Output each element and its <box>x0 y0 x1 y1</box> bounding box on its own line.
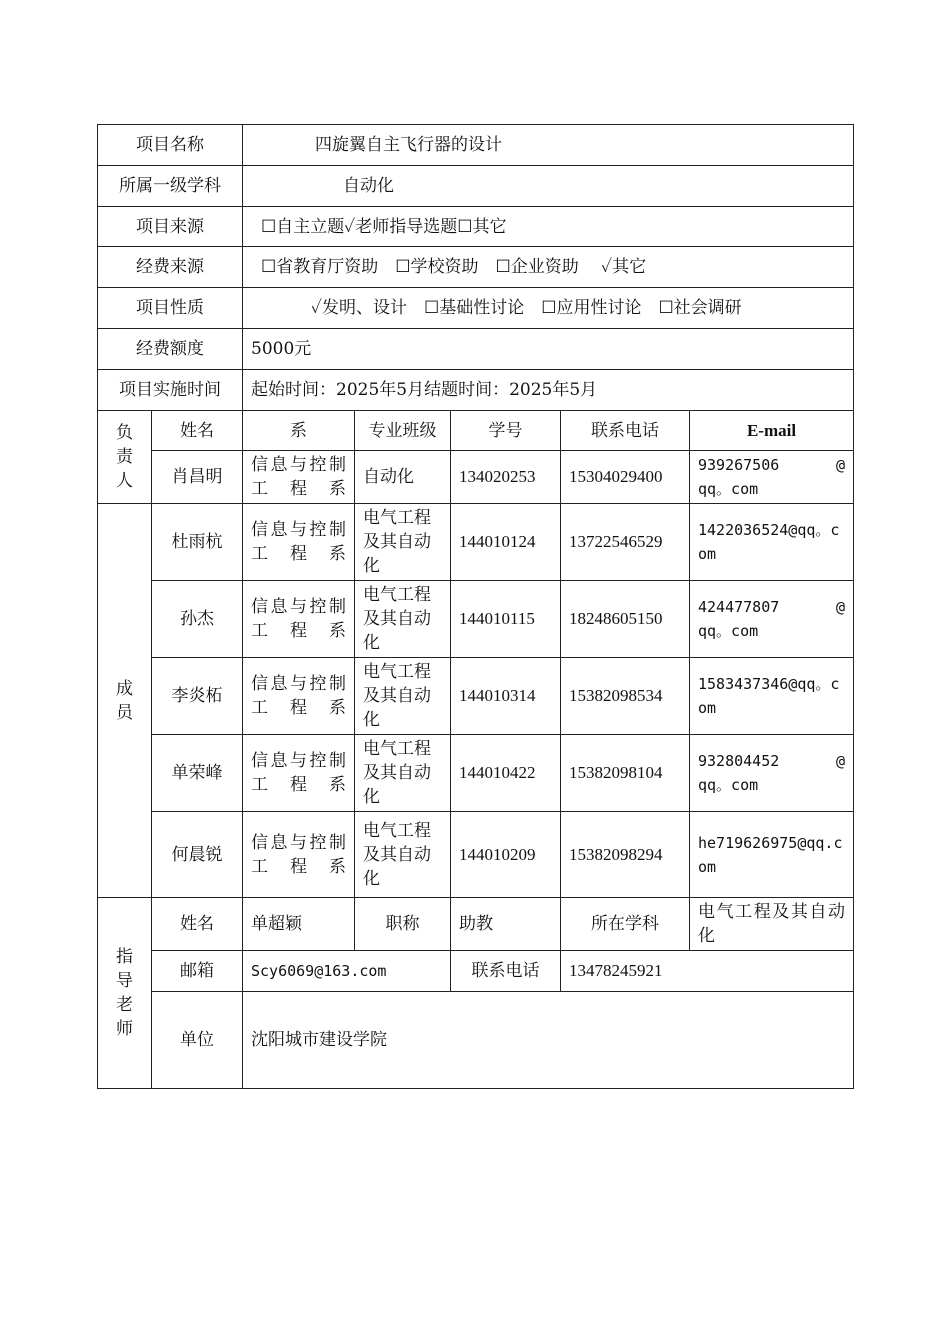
member-major: 电气工程及其自动化 <box>355 812 451 898</box>
leader-email-part: 939267506 <box>698 456 780 474</box>
leader-role-char: 人 <box>116 471 133 491</box>
member-email-part: qq。com <box>698 622 759 640</box>
project-nature-label: 项目性质 <box>98 288 243 329</box>
row-project-source <box>98 207 854 247</box>
row-project-nature <box>98 288 854 329</box>
header-major-class: 专业班级 <box>355 411 451 451</box>
leader-email <box>690 451 854 504</box>
advisor-title-label: 职称 <box>355 898 451 951</box>
header-student-id: 学号 <box>451 411 561 451</box>
advisor-name-label: 姓名 <box>152 898 243 951</box>
member-row <box>98 812 854 898</box>
advisor-title-value: 助教 <box>451 898 561 951</box>
member-email-part: @ <box>836 598 846 616</box>
funding-source-value: ☐省教育厅资助 ☐学校资助 ☐企业资助 ✓其它 <box>243 247 854 288</box>
leader-email-part: @ <box>836 456 846 474</box>
member-row <box>98 735 854 812</box>
header-dept: 系 <box>243 411 355 451</box>
member-row <box>98 658 854 735</box>
member-phone: 15382098294 <box>561 812 690 898</box>
member-row <box>98 581 854 658</box>
member-id: 144010124 <box>451 504 561 581</box>
member-phone: 15382098534 <box>561 658 690 735</box>
member-email-part: @ <box>836 752 846 770</box>
member-email: 1422036524@qq。com <box>690 504 854 581</box>
advisor-role-char: 师 <box>116 1019 133 1039</box>
implementation-time-label: 项目实施时间 <box>98 370 243 411</box>
project-name-value: 四旋翼自主飞行器的设计 <box>243 125 854 166</box>
member-dept: 信息与控制工程系 <box>243 812 355 898</box>
advisor-phone-label: 联系电话 <box>451 951 561 992</box>
member-id: 144010115 <box>451 581 561 658</box>
project-name-label: 项目名称 <box>98 125 243 166</box>
member-phone: 15382098104 <box>561 735 690 812</box>
funding-amount-value: 5000元 <box>243 329 854 370</box>
row-implementation-time <box>98 370 854 411</box>
row-funding-source <box>98 247 854 288</box>
member-name: 杜雨杭 <box>152 504 243 581</box>
member-dept: 信息与控制工程系 <box>243 581 355 658</box>
leader-phone: 15304029400 <box>561 451 690 504</box>
row-advisor-name <box>98 898 854 951</box>
member-dept: 信息与控制工程系 <box>243 658 355 735</box>
member-name: 孙杰 <box>152 581 243 658</box>
member-id: 144010422 <box>451 735 561 812</box>
header-name: 姓名 <box>152 411 243 451</box>
advisor-role-label <box>98 898 152 1089</box>
advisor-subject-label: 所在学科 <box>561 898 690 951</box>
project-source-label: 项目来源 <box>98 207 243 247</box>
advisor-email-value: Scy6069@163.com <box>243 951 451 992</box>
row-leader <box>98 451 854 504</box>
member-major: 电气工程及其自动化 <box>355 735 451 812</box>
row-funding-amount <box>98 329 854 370</box>
member-id: 144010314 <box>451 658 561 735</box>
leader-email-part: qq。com <box>698 480 759 498</box>
advisor-subject-value: 电气工程及其自动化 <box>690 898 854 951</box>
member-major: 电气工程及其自动化 <box>355 658 451 735</box>
member-email <box>690 581 854 658</box>
member-email <box>690 735 854 812</box>
member-email-part: qq。com <box>698 776 759 794</box>
project-source-value: ☐自主立题✓老师指导选题☐其它 <box>243 207 854 247</box>
advisor-role-char: 指 <box>116 947 133 967</box>
member-email-part: 424477807 <box>698 598 780 616</box>
row-advisor-unit <box>98 992 854 1089</box>
header-email: E-mail <box>690 411 854 451</box>
advisor-phone-value: 13478245921 <box>561 951 854 992</box>
member-dept: 信息与控制工程系 <box>243 735 355 812</box>
row-project-name <box>98 125 854 166</box>
member-name: 何晨锐 <box>152 812 243 898</box>
members-role-label <box>98 504 152 898</box>
implementation-time-value: 起始时间：2025年5月结题时间：2025年5月 <box>243 370 854 411</box>
member-id: 144010209 <box>451 812 561 898</box>
advisor-unit-label: 单位 <box>152 992 243 1089</box>
leader-id: 134020253 <box>451 451 561 504</box>
header-phone: 联系电话 <box>561 411 690 451</box>
members-role-char: 员 <box>116 702 133 723</box>
advisor-role-char: 老 <box>116 995 133 1015</box>
member-name: 李炎柘 <box>152 658 243 735</box>
advisor-role-char: 导 <box>116 971 133 991</box>
member-major: 电气工程及其自动化 <box>355 581 451 658</box>
member-email: he719626975@qq.com <box>690 812 854 898</box>
member-major: 电气工程及其自动化 <box>355 504 451 581</box>
member-name: 单荣峰 <box>152 735 243 812</box>
member-dept: 信息与控制工程系 <box>243 504 355 581</box>
funding-source-label: 经费来源 <box>98 247 243 288</box>
leader-dept: 信息与控制工程系 <box>243 451 355 504</box>
subject-label: 所属一级学科 <box>98 166 243 207</box>
funding-amount-label: 经费额度 <box>98 329 243 370</box>
project-nature-value: ✓发明、设计 ☐基础性讨论 ☐应用性讨论 ☐社会调研 <box>243 288 854 329</box>
leader-role-label <box>98 411 152 504</box>
project-application-form <box>97 124 854 1089</box>
row-person-headers <box>98 411 854 451</box>
members-role-char: 成 <box>116 678 133 699</box>
advisor-unit-value: 沈阳城市建设学院 <box>243 992 854 1089</box>
advisor-name-value: 单超颖 <box>243 898 355 951</box>
member-row <box>98 504 854 581</box>
leader-major: 自动化 <box>355 451 451 504</box>
member-email: 1583437346@qq。com <box>690 658 854 735</box>
row-subject <box>98 166 854 207</box>
subject-value: 自动化 <box>243 166 854 207</box>
leader-role-char: 负 <box>116 423 133 443</box>
member-phone: 18248605150 <box>561 581 690 658</box>
advisor-email-label: 邮箱 <box>152 951 243 992</box>
member-phone: 13722546529 <box>561 504 690 581</box>
row-advisor-email <box>98 951 854 992</box>
member-email-part: 932804452 <box>698 752 780 770</box>
leader-role-char: 责 <box>116 447 133 467</box>
leader-name: 肖昌明 <box>152 451 243 504</box>
